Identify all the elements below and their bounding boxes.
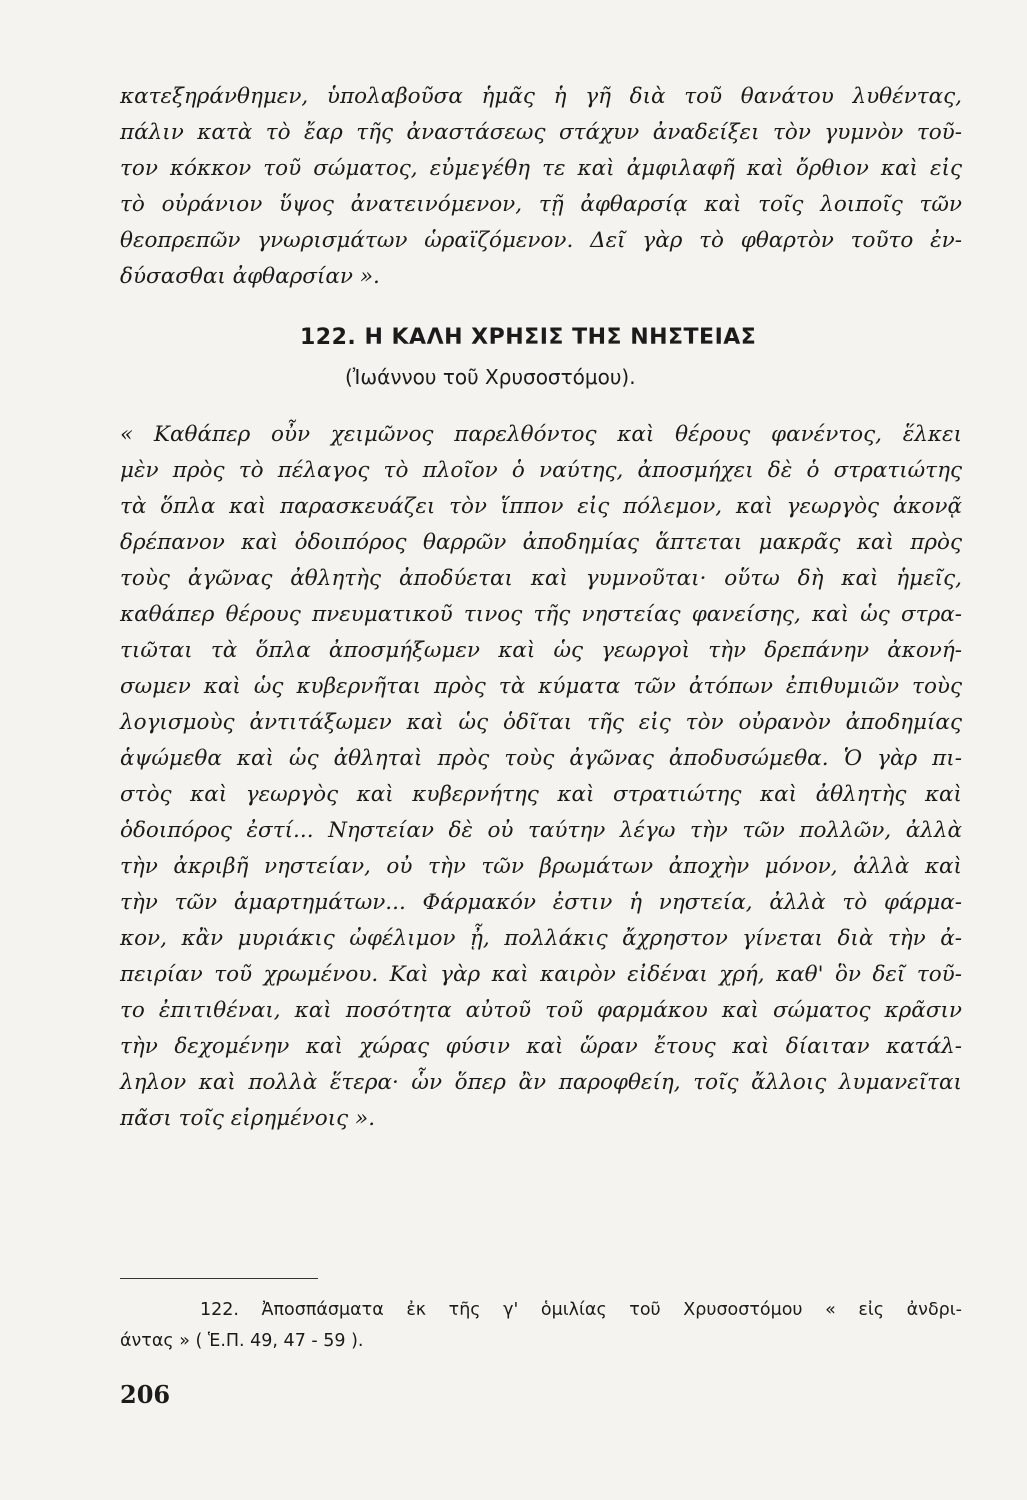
footnote-line: 122. Ἀποσπάσματα ἐκ τῆς γ' ὁμιλίας τοῦ Χρυσοστόμου « εἰς ἀνδρι- — [200, 1300, 962, 1320]
page-number: 206 — [120, 1380, 171, 1409]
text-line: το ἐπιτιθέναι, καὶ ποσότητα αὐτοῦ τοῦ φαρμάκου καὶ σώματος κρᾶσιν — [120, 998, 962, 1023]
text-line: κατεξηράνθημεν, ὑπολαβοῦσα ἡμᾶς ἡ γῆ διὰ τοῦ θανάτου λυθέντας, — [120, 84, 962, 109]
footnote-divider — [120, 1278, 318, 1279]
text-line: κον, κἂν μυριάκις ὠφέλιμον ᾖ, πολλάκις ἄχρηστον γίνεται διὰ τὴν ἀ- — [120, 926, 962, 951]
text-line: μὲν πρὸς τὸ πέλαγος τὸ πλοῖον ὁ ναύτης, ἀποσμήχει δὲ ὁ στρατιώτης — [120, 458, 962, 483]
text-line: πᾶσι τοῖς εἰρημένοις ». — [120, 1106, 376, 1131]
text-line: σωμεν καὶ ὡς κυβερνῆται πρὸς τὰ κύματα τῶν ἀτόπων ἐπιθυμιῶν τοὺς — [120, 674, 962, 699]
text-line: τον κόκκον τοῦ σώματος, εὐμεγέθη τε καὶ ἀμφιλαφῆ καὶ ὄρθιον καὶ εἰς — [120, 156, 962, 181]
text-line: τιῶται τὰ ὅπλα ἀποσμήξωμεν καὶ ὡς γεωργοὶ τὴν δρεπάνην ἀκονή- — [120, 638, 962, 663]
text-line: θεοπρεπῶν γνωρισμάτων ὡραϊζόμενον. Δεῖ γὰρ τὸ φθαρτὸν τοῦτο ἐν- — [120, 228, 962, 253]
text-line: τοὺς ἀγῶνας ἀθλητὴς ἀποδύεται καὶ γυμνοῦται· οὕτω δὴ καὶ ἡμεῖς, — [120, 566, 962, 591]
text-line: δύσασθαι ἀφθαρσίαν ». — [120, 264, 380, 289]
text-line: « Καθάπερ οὖν χειμῶνος παρελθόντος καὶ θέρους φανέντος, ἕλκει — [120, 422, 962, 447]
text-line: δρέπανον καὶ ὁδοιπόρος θαρρῶν ἀποδημίας ἅπτεται μακρᾶς καὶ πρὸς — [120, 530, 962, 555]
text-line: πάλιν κατὰ τὸ ἔαρ τῆς ἀναστάσεως στάχυν ἀναδείξει τὸν γυμνὸν τοῦ- — [120, 120, 962, 145]
text-line: πειρίαν τοῦ χρωμένου. Καὶ γὰρ καὶ καιρὸν εἰδέναι χρή, καθ' ὃν δεῖ τοῦ- — [120, 962, 962, 987]
text-line: τὸ οὐράνιον ὕψος ἀνατεινόμενον, τῇ ἀφθαρσίᾳ καὶ τοῖς λοιποῖς τῶν — [120, 192, 962, 217]
text-line: τὰ ὅπλα καὶ παρασκευάζει τὸν ἵππον εἰς πόλεμον, καὶ γεωργὸς ἀκονᾷ — [120, 494, 962, 519]
text-line: στὸς καὶ γεωργὸς καὶ κυβερνήτης καὶ στρατιώτης καὶ ἀθλητὴς καὶ — [120, 782, 962, 807]
text-line: λογισμοὺς ἀντιτάξωμεν καὶ ὡς ὁδῖται τῆς εἰς τὸν οὐρανὸν ἀποδημίας — [120, 710, 962, 735]
text-line: τὴν τῶν ἁμαρτημάτων... Φάρμακόν ἐστιν ἡ νηστεία, ἀλλὰ τὸ φάρμα- — [120, 890, 962, 915]
text-line: τὴν δεχομένην καὶ χώρας φύσιν καὶ ὥραν ἔτους καὶ δίαιταν κατάλ- — [120, 1034, 962, 1059]
text-line: ἁψώμεθα καὶ ὡς ἀθληταὶ πρὸς τοὺς ἀγῶνας ἀποδυσώμεθα. Ὁ γὰρ πι- — [120, 746, 962, 771]
section-subtitle: (Ἰωάννου τοῦ Χρυσοστόμου). — [345, 365, 636, 389]
text-line: καθάπερ θέρους πνευματικοῦ τινος τῆς νηστείας φανείσης, καὶ ὡς στρα- — [120, 602, 962, 627]
text-line: τὴν ἀκριβῆ νηστείαν, οὐ τὴν τῶν βρωμάτων ἀποχὴν μόνον, ἀλλὰ καὶ — [120, 854, 962, 879]
text-line: ληλον καὶ πολλὰ ἕτερα· ὧν ὅπερ ἂν παροφθείη, τοῖς ἄλλοις λυμανεῖται — [120, 1070, 962, 1095]
section-title: 122. Η ΚΑΛΗ ΧΡΗΣΙΣ ΤΗΣ ΝΗΣΤΕΙΑΣ — [300, 325, 757, 350]
footnote-line: άντας » ( Ἑ.Π. 49, 47 - 59 ). — [120, 1331, 364, 1351]
text-line: ὁδοιπόρος ἐστί... Νηστείαν δὲ οὐ ταύτην λέγω τὴν τῶν πολλῶν, ἀλλὰ — [120, 818, 962, 843]
